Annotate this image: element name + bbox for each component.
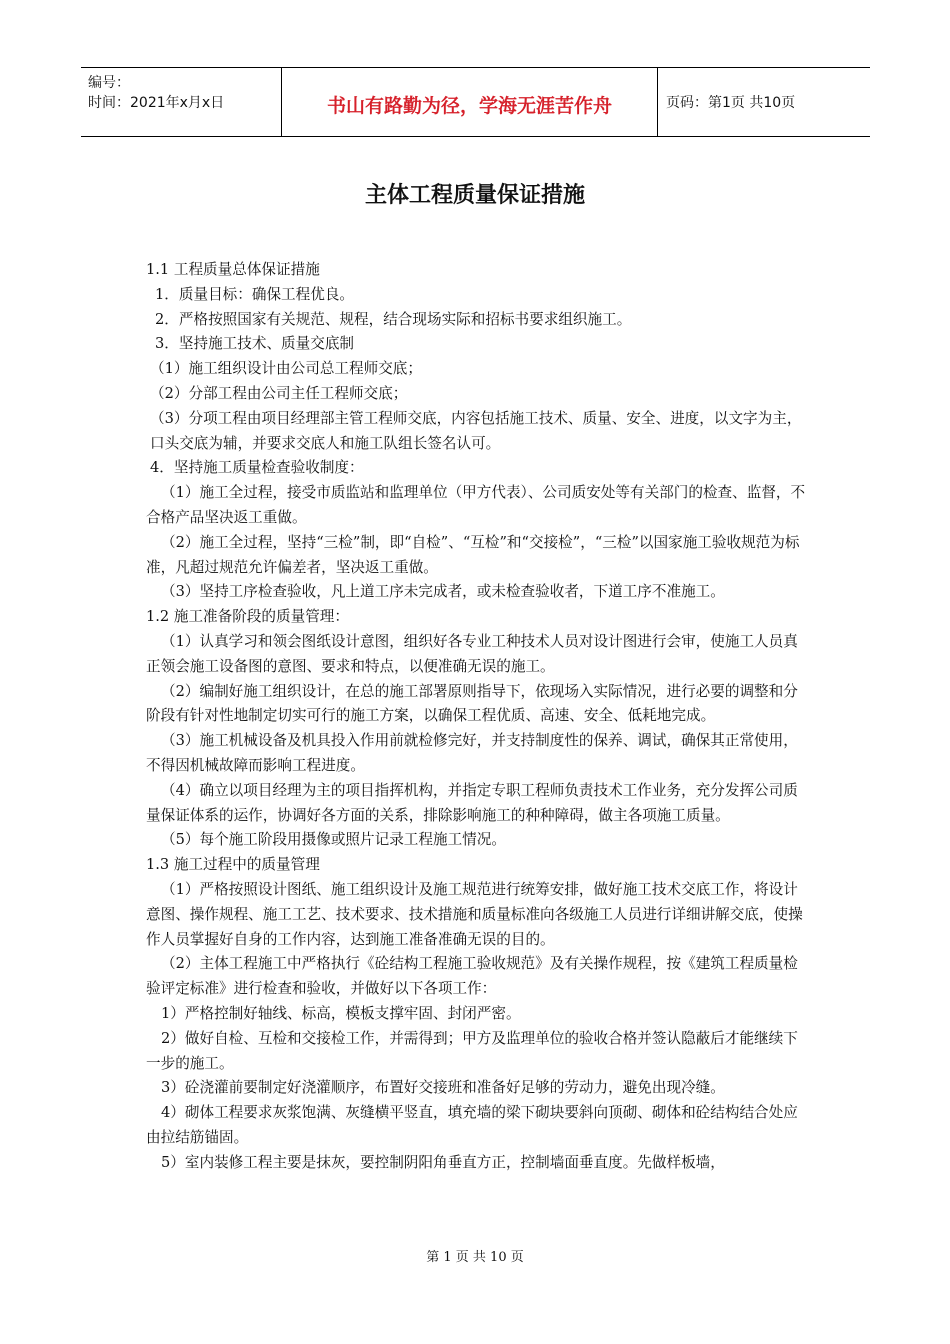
paragraph: （3）分项工程由项目经理部主管工程师交底，内容包括施工技术、质量、安全、进度，以文字为主，口头交底为辅，并要求交底人和施工队组长签名认可。 (150, 409, 802, 452)
paragraph: 1．质量目标：确保工程优良。 (155, 285, 355, 303)
paragraph: 1.2 施工准备阶段的质量管理： (146, 608, 349, 626)
document-date: 时间：2021年x月x日 (88, 95, 225, 111)
paragraph: 3）砼浇灌前要制定好浇灌顺序，布置好交接班和准备好足够的劳动力，避免出现冷缝。 (161, 1079, 725, 1097)
header-page-info: 页码：第1页 共10页 (666, 95, 796, 111)
paragraph: 5）室内装修工程主要是抹灰，要控制阴阳角垂直方正，控制墙面垂直度。先做样板墙， (161, 1153, 725, 1171)
paragraph: （2）施工全过程，坚持“三检”制，即“自检”、“互检”和“交接检”，“三检”以国家施工验收规范为标准，凡超过规范允许偏差者，坚决返工重做。 (146, 533, 800, 576)
page-footer: 第 1 页 共 10 页 (426, 1250, 524, 1265)
paragraph: （1）认真学习和领会图纸设计意图，组织好各专业工种技术人员对设计图进行会审，使施工人员真正领会施工设备图的意图、要求和特点，以便准确无误的施工。 (146, 632, 798, 675)
paragraph: 1.3 施工过程中的质量管理 (146, 856, 320, 874)
paragraph: 2）做好自检、互检和交接检工作，并需得到；甲方及监理单位的验收合格并签认隐蔽后才能继续下一步的施工。 (146, 1029, 798, 1072)
paragraph: （2）编制好施工组织设计，在总的施工部署原则指导下，依现场入实际情况，进行必要的调整和分阶段有针对性地制定切实可行的施工方案，以确保工程优质、高速、安全、低耗地完成。 (146, 682, 798, 725)
paragraph: 1.1 工程质量总体保证措施 (146, 261, 320, 278)
page-header (81, 67, 870, 137)
paragraph: （1）施工全过程，接受市质监站和监理单位（甲方代表）、公司质安处等有关部门的检查、监督，不合格产品坚决返工重做。 (146, 484, 806, 526)
paragraph: （1）施工组织设计由公司总工程师交底； (150, 360, 422, 378)
paragraph: （3）施工机械设备及机具投入作用前就检修完好，并支持制度性的保养、调试，确保其正常使用，不得因机械故障而影响工程进度。 (146, 732, 798, 774)
paragraph: 4．坚持施工质量检查验收制度： (150, 459, 364, 477)
paragraph: （4）确立以项目经理为主的项目指挥机构，并指定专职工程师负责技术工作业务，充分发挥公司质量保证体系的运作，协调好各方面的关系，排除影响施工的种种障碍，做主各项施工质量。 (146, 781, 798, 824)
paragraph: 3．坚持施工技术、质量交底制 (155, 335, 355, 353)
document-number-label: 编号： (88, 75, 130, 91)
paragraph: （2）主体工程施工中严格执行《砼结构工程施工验收规范》及有关操作规程，按《建筑工程质量检验评定标准》进行检查和验收，并做好以下各项工作： (146, 955, 798, 998)
paragraph: （3）坚持工序检查验收，凡上道工序未完成者，或未检查验收者，下道工序不准施工。 (161, 583, 725, 601)
paragraph: 1）严格控制好轴线、标高，模板支撑牢固、封闭严密。 (161, 1004, 521, 1022)
paragraph: （2）分部工程由公司主任工程师交底； (150, 384, 408, 402)
header-meta (81, 68, 282, 136)
paragraph: （1）严格按照设计图纸、施工组织设计及施工规范进行统筹安排，做好施工技术交底工作，将设计意图、操作规程、施工工艺、技术要求、技术措施和质量标准向各级施工人员进行详细讲解交底，使操作人员掌握好自身的工作内容，达到施工准备准确无误的目的。 (146, 880, 803, 948)
paragraph: 2．严格按照国家有关规范、规程，结合现场实际和招标书要求组织施工。 (155, 310, 632, 328)
paragraph: （5）每个施工阶段用摄像或照片记录工程施工情况。 (161, 831, 506, 849)
document-title: 主体工程质量保证措施 (364, 183, 585, 208)
paragraph: 4）砌体工程要求灰浆饱满、灰缝横平竖直，填充墙的梁下砌块要斜向顶砌、砌体和砼结构结合处应由拉结筋锚固。 (146, 1104, 798, 1146)
document-body (146, 258, 806, 1175)
header-motto: 书山有路勤为径，学海无涯苦作舟 (282, 68, 658, 136)
